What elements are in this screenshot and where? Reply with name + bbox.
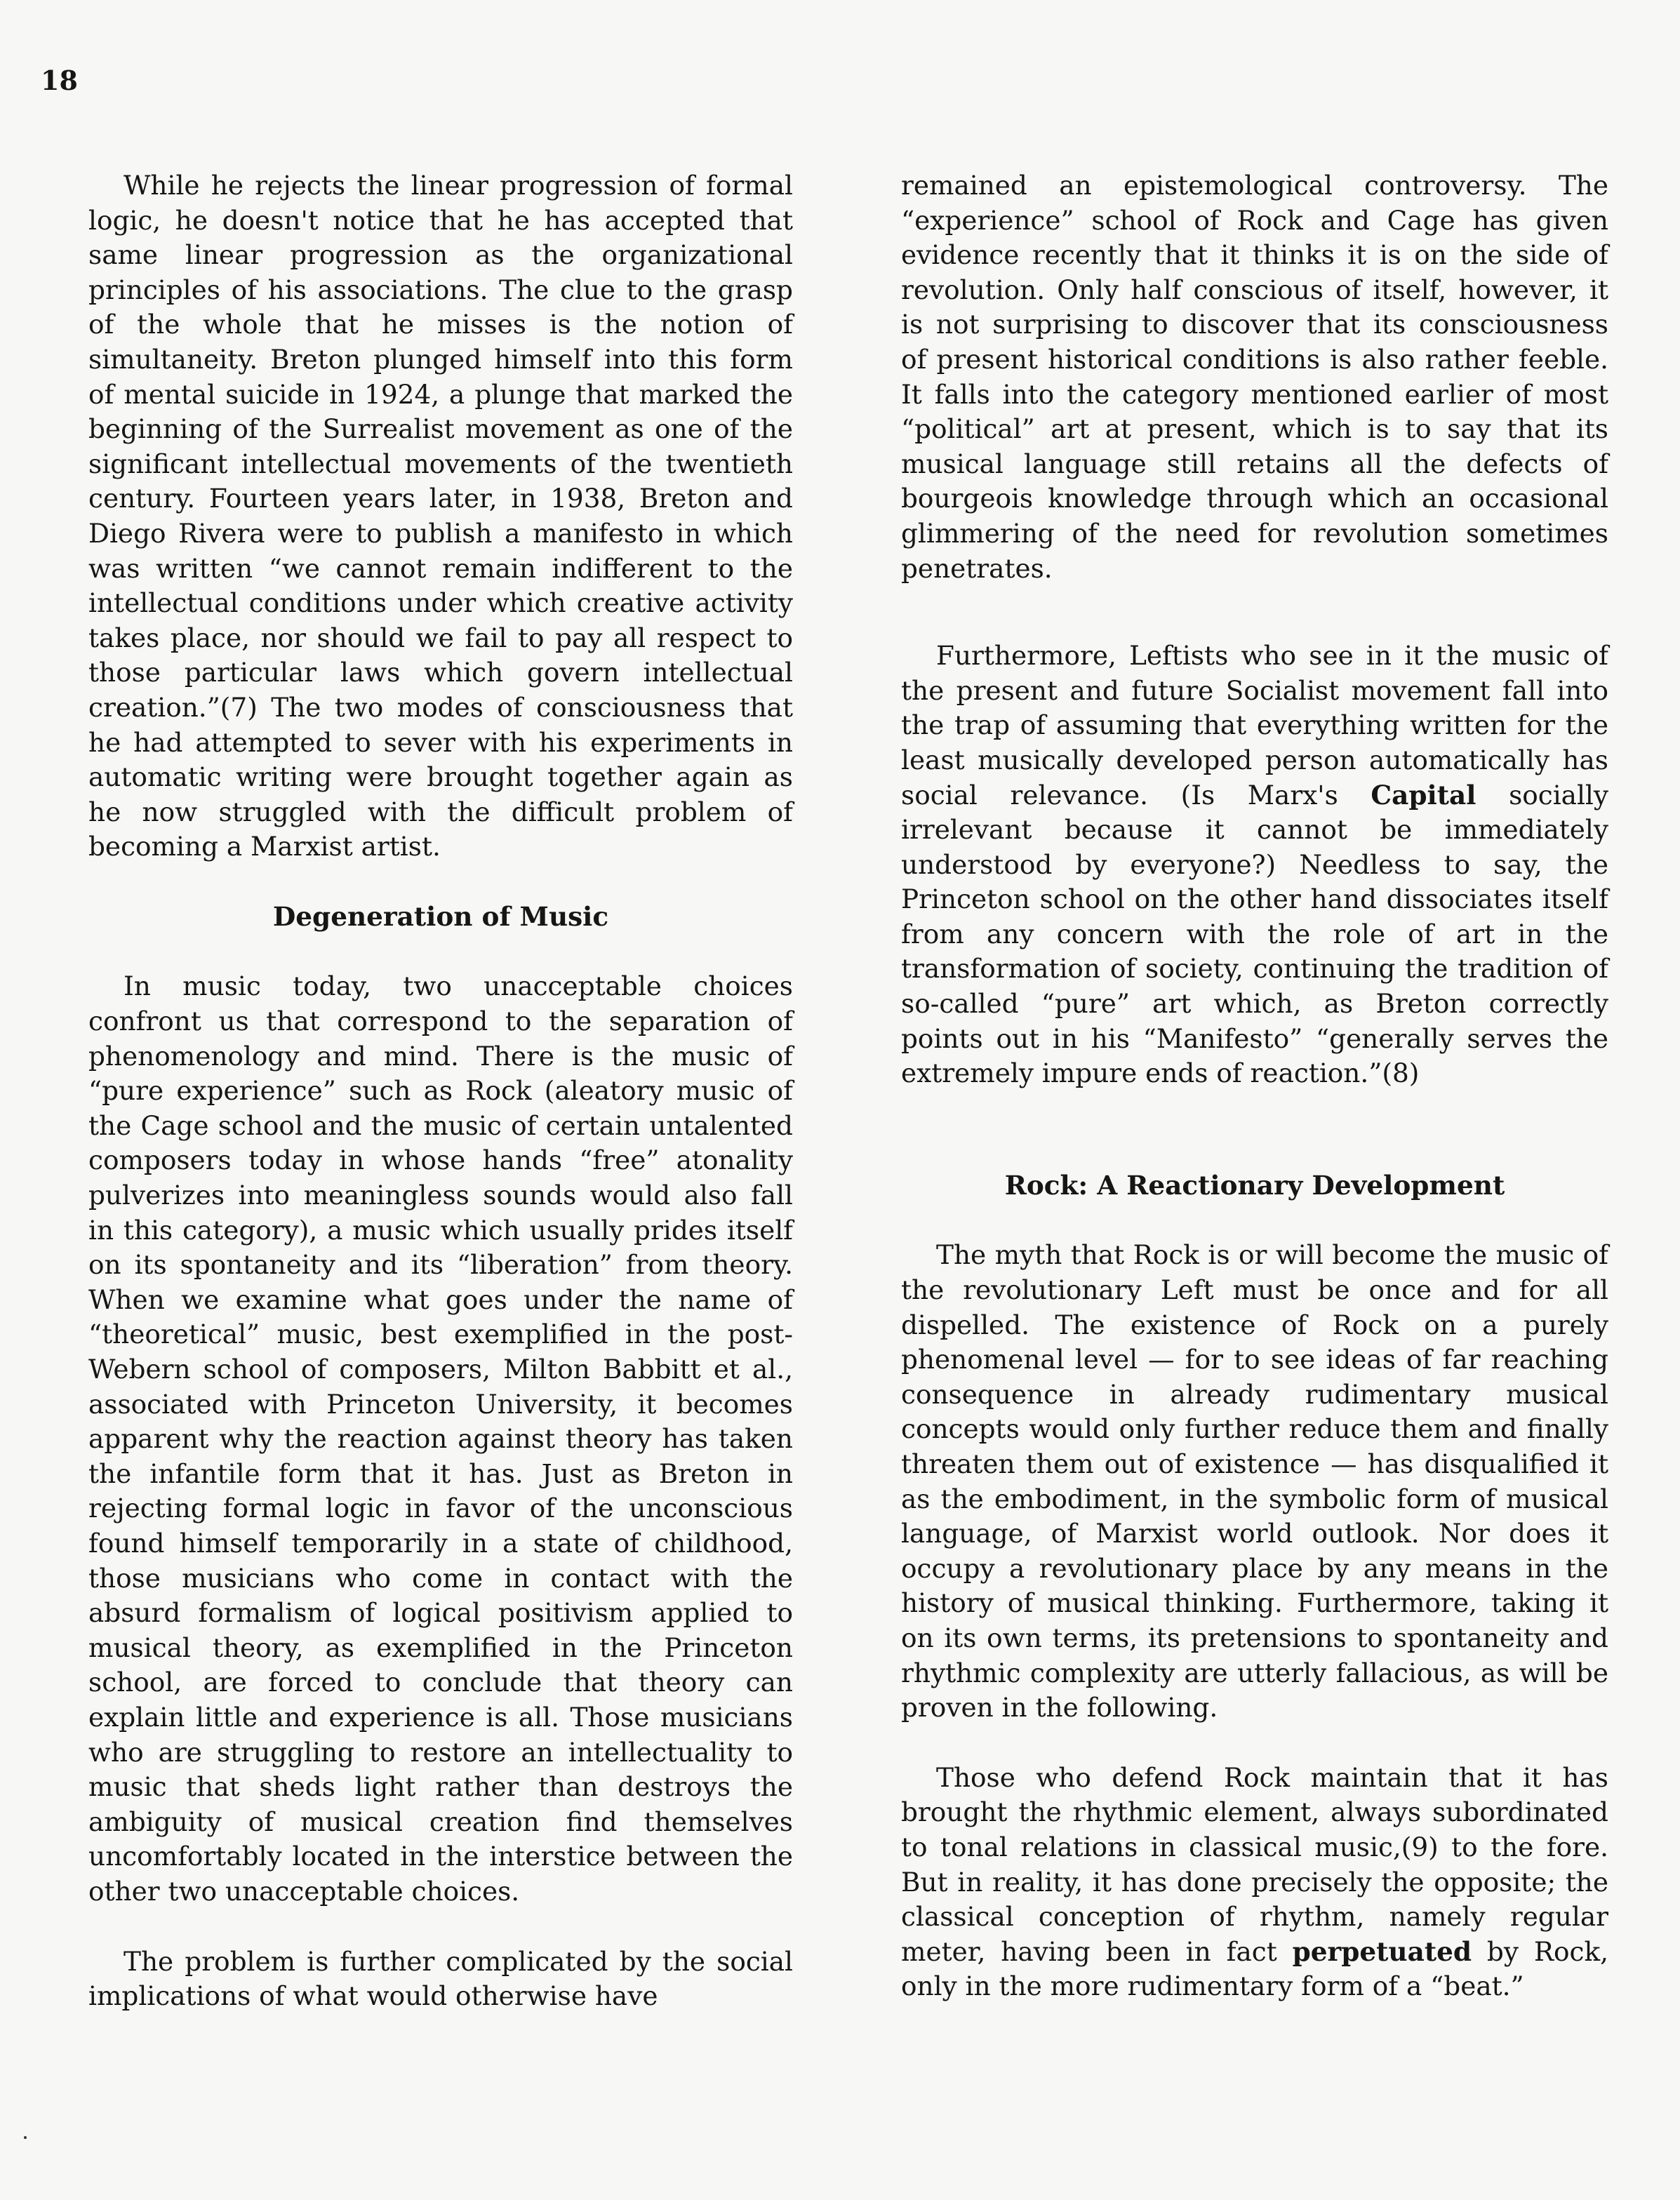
paragraph-leftists-text-a: Furthermore, Leftists who see in it the music of the present and future Socialist movement fall into the trap of assuming that everything written for the least musically developed person automatically has social relevance. (Is Marx's	[901, 640, 1608, 811]
section-heading-rock-reactionary: Rock: A Reactionary Development	[1004, 1169, 1505, 1201]
section-heading-degeneration-of-music: Degeneration of Music	[272, 900, 609, 932]
right-column	[901, 168, 1608, 2004]
capital-title: Capital	[1371, 779, 1476, 811]
paragraph-breton-logic: While he rejects the linear progression of formal logic, he doesn't notice that he has accepted that same linear progression as the organizational principles of his associations. The clue to the grasp of the whole that he misses is the notion of simultaneity. Breton plunged himself into this form of mental suicide in 1924, a plunge that marked the beginning of the Surrealist movement as one of the significant intellectual movements of the twentieth century. Fourteen years later, in 1938, Breton and Diego Rivera were to publish a manifesto in which was written “we cannot remain indifferent to the intellectual conditions under which creative activity takes place, nor should we fail to pay all respect to those particular laws which govern intellectual creation.”(7) The two modes of consciousness that he had attempted to sever with his experiments in automatic writing were brought together again as he now struggled with the difficult problem of becoming a Marxist artist.	[88, 170, 793, 862]
paragraph-leftists	[901, 639, 1608, 1091]
paragraph-defenders-of-rock	[901, 1761, 1608, 2004]
paragraph-epistemological-controversy: remained an epistemological controversy. The “experience” school of Rock and Cage has given evidence recently that it thinks it is on the side of revolution. Only half conscious of itself, however, it is not surprising to discover that its consciousness of present historical conditions is also rather feeble. It falls into the category mentioned earlier of most “political” art at present, which is to say that its musical language still retains all the defects of bourgeois knowledge through which an occasional glimmering of the need for revolution sometimes penetrates.	[901, 170, 1608, 584]
paragraph-defenders-text-b: by Rock, only in the more rudimentary form of a “beat.”	[901, 1935, 1608, 2002]
paragraph-problem-complicated: The problem is further complicated by the social implications of what would otherwise have	[88, 1945, 793, 2012]
page-number: 18	[41, 65, 78, 96]
paragraph-music-today: In music today, two unacceptable choices confront us that correspond to the separation of phenomenology and mind. There is the music of “pure experience” such as Rock (aleatory music of the Cage school and the music of certain untalented composers today in whose hands “free” atonality pulverizes into meaningless sounds would also fall in this category), a music which usually prides itself on its spontaneity and its “liberation” from theory. When we examine what goes under the name of “theoretical” music, best exemplified in the post-Webern school of composers, Milton Babbitt et al., associated with Princeton University, it becomes apparent why the reaction against theory has taken the infantile form that it has. Just as Breton in rejecting formal logic in favor of the unconscious found himself temporarily in a state of childhood, those musicians who come in contact with the absurd formalism of logical positivism applied to musical theory, as exemplified in the Princeton school, are forced to conclude that theory can explain little and experience is all. Those musicians who are struggling to restore an intellectuality to music that sheds light rather than destroys the ambiguity of musical creation find themselves uncomfortably located in the interstice between the other two unacceptable choices.	[88, 971, 793, 1907]
perpetuated-emphasis: perpetuated	[1292, 1935, 1472, 1967]
left-column	[88, 168, 793, 2014]
paragraph-leftists-text-b: socially irrelevant because it cannot be immediately understood by everyone?) Needless to say, the Princeton school on the other hand dissociates itself from any concern with the role of art in the transformation of society, continuing the tradition of so-called “pure” art which, as Breton correctly points out in his “Manifesto” “generally serves the extremely impure ends of reaction.”(8)	[901, 779, 1608, 1089]
scan-speck	[24, 2136, 27, 2139]
paragraph-defenders-text-a: Those who defend Rock maintain that it has brought the rhythmic element, always subordinated to tonal relations in classical music,(9) to the fore. But in reality, it has done precisely the opposite; the classical conception of rhythm, namely regular meter, having been in fact	[901, 1761, 1608, 1967]
paragraph-myth-of-rock: The myth that Rock is or will become the music of the revolutionary Left must be once and for all dispelled. The existence of Rock on a purely phenomenal level — for to see ideas of far reaching consequence in already rudimentary musical concepts would only further reduce them and finally threaten them out of existence — has disqualified it as the embodiment, in the symbolic form of musical language, of Marxist world outlook. Nor does it occupy a revolutionary place by any means in the history of musical thinking. Furthermore, taking it on its own terms, its pretensions to spontaneity and rhythmic complexity are utterly fallacious, as will be proven in the following.	[901, 1239, 1608, 1724]
